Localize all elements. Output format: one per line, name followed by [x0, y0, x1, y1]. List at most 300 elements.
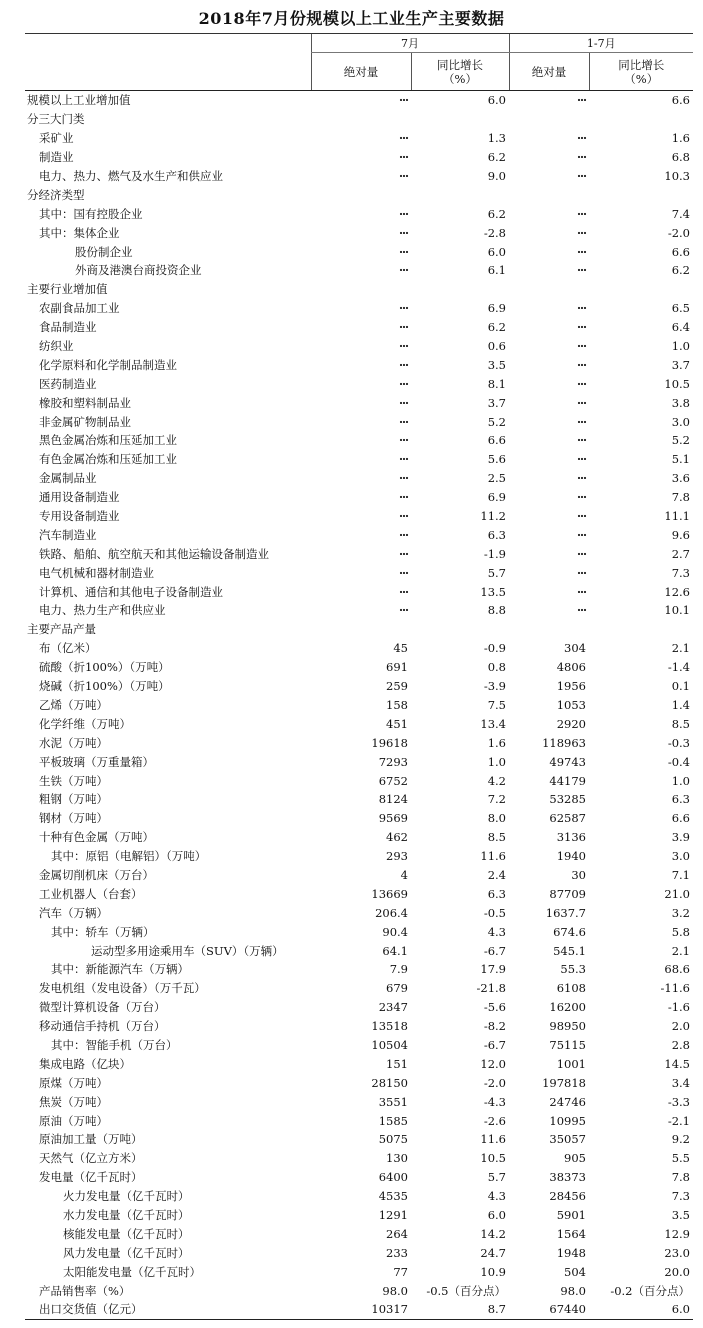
cell-abs-july: ··· [398, 584, 408, 599]
header-abs-jan-jul: 绝对量 [509, 53, 589, 91]
cell-abs-jan-jul: 1956 [556, 679, 586, 694]
cell-abs-jan-jul: 1940 [556, 849, 586, 864]
cell-growth-july: 12.0 [480, 1056, 506, 1071]
cell-growth-july: -21.8 [476, 981, 506, 996]
cell-growth-july: 4.3 [487, 1189, 506, 1204]
row-label: 布（亿米） [39, 641, 97, 656]
header-blank [25, 34, 311, 91]
row-label: 农副食品加工业 [39, 301, 120, 316]
cell-growth-jan-jul: 11.1 [664, 509, 690, 524]
table-row [25, 696, 693, 715]
cell-abs-jan-jul: 16200 [549, 1000, 586, 1015]
cell-growth-july: -8.2 [483, 1019, 506, 1034]
table-row [25, 1243, 693, 1262]
cell-abs-jan-jul: 1637.7 [545, 905, 586, 920]
cell-abs-jan-jul: ··· [576, 584, 586, 599]
cell-growth-july: 6.2 [487, 320, 506, 335]
cell-growth-july: 6.1 [487, 263, 506, 278]
cell-abs-july: 6400 [378, 1170, 408, 1185]
table-row [25, 280, 693, 299]
row-label: 食品制造业 [39, 320, 97, 335]
cell-growth-july: -0.5（百分点） [426, 1283, 506, 1298]
cell-abs-jan-jul: 67440 [509, 1300, 589, 1319]
cell-abs-july: 451 [386, 716, 408, 731]
cell-growth-july: 24.7 [480, 1245, 506, 1260]
cell-growth-july: -4.3 [483, 1094, 506, 1109]
cell-abs-july: ··· [398, 244, 408, 259]
page-title: 2018年7月份规模以上工业生产主要数据 [198, 9, 505, 28]
cell-abs-jan-jul: ··· [576, 131, 586, 146]
table-row [25, 639, 693, 658]
row-label: 电力、热力生产和供应业 [39, 603, 166, 618]
header-growth-jan-jul [589, 53, 693, 91]
table-row [25, 185, 693, 204]
cell-growth-jan-jul: 21.0 [664, 886, 690, 901]
table-row [25, 204, 693, 223]
cell-growth-jan-jul [589, 110, 693, 129]
cell-growth-july: 6.9 [487, 301, 506, 316]
cell-abs-july: ··· [398, 509, 408, 524]
cell-abs-jan-jul: 1564 [556, 1226, 586, 1241]
cell-abs-jan-jul: 5901 [556, 1207, 586, 1222]
cell-growth-jan-jul [589, 185, 693, 204]
cell-abs-july [311, 620, 411, 639]
cell-growth-jan-jul: 3.9 [671, 830, 690, 845]
cell-abs-jan-jul: ··· [576, 301, 586, 316]
cell-growth-july: 4.2 [487, 773, 506, 788]
cell-growth-jan-jul: 6.0 [589, 1300, 693, 1319]
cell-growth-july: 2.5 [487, 471, 506, 486]
row-label: 钢材（万吨） [39, 811, 108, 826]
cell-growth-july: -2.0 [483, 1075, 506, 1090]
table-row [25, 620, 693, 639]
cell-abs-july: 158 [386, 697, 408, 712]
cell-abs-july: 45 [393, 641, 408, 656]
cell-abs-july: 293 [386, 849, 408, 864]
table-row [25, 1281, 693, 1300]
table-row [25, 299, 693, 318]
table-body [25, 91, 693, 1320]
row-label: 汽车制造业 [39, 527, 97, 542]
cell-growth-jan-jul: 2.7 [671, 546, 690, 561]
row-label: 出口交货值（亿元） [25, 1300, 311, 1319]
row-label: 平板玻璃（万重量箱） [39, 754, 154, 769]
cell-abs-jan-jul: ··· [576, 263, 586, 278]
cell-growth-july: 6.2 [487, 206, 506, 221]
table-row [25, 658, 693, 677]
row-label: 主要产品产量 [27, 622, 96, 637]
cell-growth-jan-jul: 2.8 [671, 1037, 690, 1052]
row-label: 运动型多用途乘用车（SUV）（万辆） [91, 943, 284, 958]
cell-growth-july: -3.9 [483, 679, 506, 694]
row-label: 金属切削机床（万台） [39, 867, 154, 882]
row-label: 股份制企业 [75, 244, 133, 259]
cell-growth-jan-jul: 9.6 [671, 527, 690, 542]
cell-growth-jan-jul: 2.1 [671, 641, 690, 656]
cell-growth-july: 1.6 [487, 735, 506, 750]
row-label: 原油加工量（万吨） [39, 1132, 143, 1147]
cell-abs-jan-jul: 75115 [549, 1037, 586, 1052]
cell-growth-july: 13.5 [480, 584, 506, 599]
cell-growth-july: 8.7 [411, 1300, 509, 1319]
cell-abs-jan-jul: ··· [576, 339, 586, 354]
table-row [25, 714, 693, 733]
table-row [25, 771, 693, 790]
row-label: 采矿业 [39, 131, 74, 146]
cell-abs-july: ··· [398, 546, 408, 561]
cell-growth-july [411, 620, 509, 639]
cell-abs-july: 7293 [378, 754, 408, 769]
row-label: 铁路、船舶、航空航天和其他运输设备制造业 [39, 546, 269, 561]
cell-abs-july: 233 [386, 1245, 408, 1260]
table-row [25, 223, 693, 242]
table-row [25, 1036, 693, 1055]
cell-growth-jan-jul [589, 620, 693, 639]
cell-growth-jan-jul: 9.2 [671, 1132, 690, 1147]
cell-abs-jan-jul [509, 620, 589, 639]
cell-growth-jan-jul: 1.6 [671, 131, 690, 146]
table-row [25, 601, 693, 620]
cell-growth-jan-jul: 1.4 [671, 697, 690, 712]
cell-growth-jan-jul: 3.0 [671, 414, 690, 429]
row-label: 乙烯（万吨） [39, 697, 108, 712]
row-label: 水力发电量（亿千瓦时） [63, 1207, 190, 1222]
row-label: 其中：原铝（电解铝）（万吨） [51, 849, 207, 864]
cell-abs-jan-jul: ··· [576, 244, 586, 259]
row-label: 计算机、通信和其他电子设备制造业 [39, 584, 223, 599]
cell-growth-july: 6.0 [487, 93, 506, 108]
table-row [25, 469, 693, 488]
cell-abs-jan-jul: ··· [576, 206, 586, 221]
table-row [25, 979, 693, 998]
table-row [25, 1206, 693, 1225]
header-growth-july [411, 53, 509, 91]
table-row [25, 733, 693, 752]
row-label: 水泥（万吨） [39, 735, 108, 750]
cell-abs-jan-jul [509, 110, 589, 129]
table-row [25, 488, 693, 507]
row-label: 集成电路（亿块） [39, 1056, 131, 1071]
cell-growth-jan-jul: -0.3 [667, 735, 690, 750]
row-label: 其中：智能手机（万台） [51, 1037, 178, 1052]
cell-abs-jan-jul: ··· [576, 93, 586, 108]
cell-abs-july: 7.9 [389, 962, 408, 977]
table-row [25, 866, 693, 885]
cell-abs-july: ··· [398, 376, 408, 391]
cell-growth-jan-jul: 20.0 [664, 1264, 690, 1279]
cell-abs-jan-jul: ··· [576, 471, 586, 486]
cell-growth-july: -5.6 [483, 1000, 506, 1015]
table-row [25, 450, 693, 469]
cell-abs-jan-jul: 55.3 [560, 962, 586, 977]
row-label: 有色金属冶炼和压延加工业 [39, 452, 177, 467]
cell-growth-jan-jul: 6.4 [671, 320, 690, 335]
cell-growth-july: -1.9 [483, 546, 506, 561]
cell-growth-july: 13.4 [480, 716, 506, 731]
cell-abs-jan-jul: 53285 [549, 792, 586, 807]
cell-abs-july: 1585 [378, 1113, 408, 1128]
cell-abs-jan-jul: ··· [576, 527, 586, 542]
cell-abs-jan-jul: ··· [576, 452, 586, 467]
cell-growth-jan-jul: 10.5 [664, 376, 690, 391]
cell-abs-july: ··· [398, 357, 408, 372]
cell-growth-jan-jul: 7.3 [671, 1189, 690, 1204]
cell-abs-july: ··· [398, 301, 408, 316]
cell-abs-july: 13518 [371, 1019, 408, 1034]
table-row [25, 374, 693, 393]
table-row [25, 1168, 693, 1187]
cell-abs-jan-jul: ··· [576, 490, 586, 505]
cell-growth-july: 6.3 [487, 886, 506, 901]
cell-growth-jan-jul: 6.6 [671, 811, 690, 826]
cell-growth-jan-jul: 7.3 [671, 565, 690, 580]
table-row [25, 525, 693, 544]
cell-abs-july: 10504 [371, 1037, 408, 1052]
table-row [25, 1149, 693, 1168]
cell-growth-jan-jul: 3.7 [671, 357, 690, 372]
cell-abs-jan-jul: 30 [571, 867, 586, 882]
row-label: 金属制品业 [39, 471, 97, 486]
cell-abs-jan-jul: ··· [576, 414, 586, 429]
table-row [25, 412, 693, 431]
cell-growth-jan-jul: -0.4 [667, 754, 690, 769]
row-label: 移动通信手持机（万台） [39, 1019, 166, 1034]
cell-abs-jan-jul: 304 [564, 641, 586, 656]
cell-abs-jan-jul: ··· [576, 376, 586, 391]
cell-growth-july: 4.3 [487, 924, 506, 939]
row-label: 主要行业增加值 [27, 282, 108, 297]
cell-growth-july: -0.5 [483, 905, 506, 920]
cell-abs-jan-jul: ··· [576, 357, 586, 372]
cell-abs-july: 3551 [378, 1094, 408, 1109]
cell-growth-july: 8.0 [487, 811, 506, 826]
cell-abs-jan-jul: 98950 [549, 1019, 586, 1034]
cell-abs-jan-jul: ··· [576, 509, 586, 524]
cell-abs-july: 679 [386, 981, 408, 996]
table-row [25, 884, 693, 903]
cell-growth-jan-jul: 5.8 [671, 924, 690, 939]
row-label: 其中：集体企业 [39, 225, 120, 240]
cell-abs-july: ··· [398, 206, 408, 221]
table-row [25, 167, 693, 186]
cell-abs-july: 98.0 [382, 1283, 408, 1298]
table-row [25, 1054, 693, 1073]
cell-growth-jan-jul: 6.5 [671, 301, 690, 316]
cell-abs-jan-jul: 38373 [549, 1170, 586, 1185]
cell-growth-july: 5.7 [487, 565, 506, 580]
cell-abs-jan-jul: ··· [576, 395, 586, 410]
row-label: 烧碱（折100%）（万吨） [39, 679, 170, 694]
cell-growth-july: 6.6 [487, 433, 506, 448]
cell-growth-july: 3.7 [487, 395, 506, 410]
row-label: 电气机械和器材制造业 [39, 565, 154, 580]
table-row [25, 91, 693, 110]
cell-growth-jan-jul: 6.2 [671, 263, 690, 278]
table-row [25, 1092, 693, 1111]
cell-abs-jan-jul: ··· [576, 320, 586, 335]
cell-growth-jan-jul: 23.0 [664, 1245, 690, 1260]
cell-abs-july: 28150 [371, 1075, 408, 1090]
header-group-jan-jul: 1-7月 [509, 34, 693, 53]
row-label: 专用设备制造业 [39, 509, 120, 524]
cell-abs-jan-jul: 118963 [542, 735, 586, 750]
row-label: 风力发电量（亿千瓦时） [63, 1245, 190, 1260]
cell-abs-jan-jul: 62587 [549, 811, 586, 826]
cell-growth-july: 8.8 [487, 603, 506, 618]
cell-abs-july: 6752 [378, 773, 408, 788]
cell-growth-jan-jul: 3.5 [671, 1207, 690, 1222]
cell-abs-july: 130 [386, 1151, 408, 1166]
cell-abs-july: ··· [398, 263, 408, 278]
cell-abs-jan-jul: 10995 [549, 1113, 586, 1128]
cell-abs-jan-jul: 674.6 [553, 924, 586, 939]
table-row [25, 1017, 693, 1036]
cell-growth-july: 7.5 [487, 697, 506, 712]
row-label: 太阳能发电量（亿千瓦时） [63, 1264, 201, 1279]
row-label: 汽车（万辆） [39, 905, 108, 920]
cell-abs-july: 77 [393, 1264, 408, 1279]
table-row [25, 828, 693, 847]
row-label: 焦炭（万吨） [39, 1094, 108, 1109]
cell-abs-jan-jul: 1948 [556, 1245, 586, 1260]
cell-growth-jan-jul: -0.2（百分点） [610, 1283, 690, 1298]
cell-growth-jan-jul [589, 280, 693, 299]
table-row [25, 431, 693, 450]
cell-abs-jan-jul: 1053 [556, 697, 586, 712]
cell-growth-july: 0.8 [487, 660, 506, 675]
cell-growth-jan-jul: 5.1 [671, 452, 690, 467]
row-label: 工业机器人（台套） [39, 886, 143, 901]
table-row [25, 318, 693, 337]
cell-abs-july: ··· [398, 395, 408, 410]
row-label: 原油（万吨） [39, 1113, 108, 1128]
cell-growth-jan-jul: 1.0 [671, 773, 690, 788]
cell-growth-july: -6.7 [483, 943, 506, 958]
row-label: 分经济类型 [27, 187, 85, 202]
cell-growth-july: 8.1 [487, 376, 506, 391]
cell-growth-jan-jul: 6.6 [671, 93, 690, 108]
cell-growth-july [411, 280, 509, 299]
cell-abs-july: 10317 [311, 1300, 411, 1319]
cell-abs-july: 4535 [378, 1189, 408, 1204]
row-label: 橡胶和塑料制品业 [39, 395, 131, 410]
cell-abs-july: ··· [398, 490, 408, 505]
cell-growth-july: 10.5 [480, 1151, 506, 1166]
row-label: 火力发电量（亿千瓦时） [63, 1189, 190, 1204]
cell-growth-july: 5.6 [487, 452, 506, 467]
cell-abs-july: 64.1 [382, 943, 408, 958]
cell-abs-july: ··· [398, 565, 408, 580]
cell-abs-jan-jul: 905 [564, 1151, 586, 1166]
table-row [25, 847, 693, 866]
header-growth-unit: （%） [624, 71, 659, 86]
cell-abs-july: ··· [398, 414, 408, 429]
cell-growth-jan-jul: 12.9 [664, 1226, 690, 1241]
table-row [25, 1187, 693, 1206]
cell-abs-july: 206.4 [375, 905, 408, 920]
cell-abs-jan-jul: 4806 [556, 660, 586, 675]
cell-abs-jan-jul: 1001 [556, 1056, 586, 1071]
row-label: 粗钢（万吨） [39, 792, 108, 807]
row-label: 微型计算机设备（万台） [39, 1000, 166, 1015]
cell-abs-july: 2347 [378, 1000, 408, 1015]
cell-abs-july: ··· [398, 150, 408, 165]
table-row [25, 922, 693, 941]
cell-growth-jan-jul: 6.6 [671, 244, 690, 259]
row-label: 化学原料和化学制品制造业 [39, 357, 177, 372]
cell-abs-jan-jul: 197818 [542, 1075, 586, 1090]
cell-growth-jan-jul: 0.1 [671, 679, 690, 694]
cell-abs-july [311, 185, 411, 204]
row-label: 电力、热力、燃气及水生产和供应业 [39, 169, 223, 183]
cell-abs-july: ··· [398, 527, 408, 542]
cell-abs-july: ··· [398, 320, 408, 335]
cell-abs-july: 9569 [378, 811, 408, 826]
row-label: 其中：新能源汽车（万辆） [51, 962, 189, 977]
table-row [25, 809, 693, 828]
table-row [25, 544, 693, 563]
cell-abs-july: 13669 [371, 886, 408, 901]
cell-growth-july: 17.9 [480, 962, 506, 977]
cell-abs-jan-jul: 35057 [549, 1132, 586, 1147]
cell-abs-jan-jul: ··· [576, 565, 586, 580]
cell-abs-july [311, 110, 411, 129]
row-label: 其中：国有控股企业 [39, 206, 143, 221]
header-group-july: 7月 [311, 34, 509, 53]
cell-growth-jan-jul: 10.3 [664, 169, 690, 183]
cell-abs-july: 462 [386, 830, 408, 845]
cell-growth-july: 11.6 [480, 849, 506, 864]
cell-growth-jan-jul: 6.3 [671, 792, 690, 807]
cell-growth-july: -2.8 [483, 225, 506, 240]
table-row [25, 507, 693, 526]
cell-growth-jan-jul: 7.8 [671, 490, 690, 505]
row-label: 化学纤维（万吨） [39, 716, 131, 731]
cell-abs-jan-jul: ··· [576, 433, 586, 448]
row-label: 通用设备制造业 [39, 490, 120, 505]
cell-growth-july [411, 110, 509, 129]
table-row [25, 677, 693, 696]
cell-abs-jan-jul: ··· [576, 546, 586, 561]
cell-growth-jan-jul: 3.6 [671, 471, 690, 486]
row-label: 天然气（亿立方米） [39, 1151, 143, 1166]
cell-growth-july: 6.0 [487, 1207, 506, 1222]
cell-growth-jan-jul: 7.4 [671, 206, 690, 221]
row-label: 十种有色金属（万吨） [39, 830, 154, 845]
header-growth-unit: （%） [443, 71, 477, 86]
cell-growth-jan-jul: -11.6 [660, 981, 690, 996]
cell-abs-jan-jul: 2920 [556, 716, 586, 731]
cell-growth-july: 3.5 [487, 357, 506, 372]
cell-abs-jan-jul: 6108 [556, 981, 586, 996]
row-label: 原煤（万吨） [39, 1075, 108, 1090]
cell-growth-july [411, 185, 509, 204]
cell-growth-jan-jul: 14.5 [664, 1056, 690, 1071]
cell-growth-july: 11.2 [480, 509, 506, 524]
cell-growth-july: 6.9 [487, 490, 506, 505]
cell-growth-july: 0.6 [487, 339, 506, 354]
cell-growth-jan-jul: 3.2 [671, 905, 690, 920]
cell-abs-july: ··· [398, 131, 408, 146]
row-label: 发电量（亿千瓦时） [39, 1170, 143, 1185]
cell-abs-july: 1291 [378, 1207, 408, 1222]
cell-abs-jan-jul: 24746 [549, 1094, 586, 1109]
cell-abs-july: 8124 [378, 792, 408, 807]
header-growth-label: 同比增长 [618, 57, 665, 72]
cell-growth-jan-jul: 12.6 [664, 584, 690, 599]
table-row [25, 355, 693, 374]
table-row [25, 337, 693, 356]
